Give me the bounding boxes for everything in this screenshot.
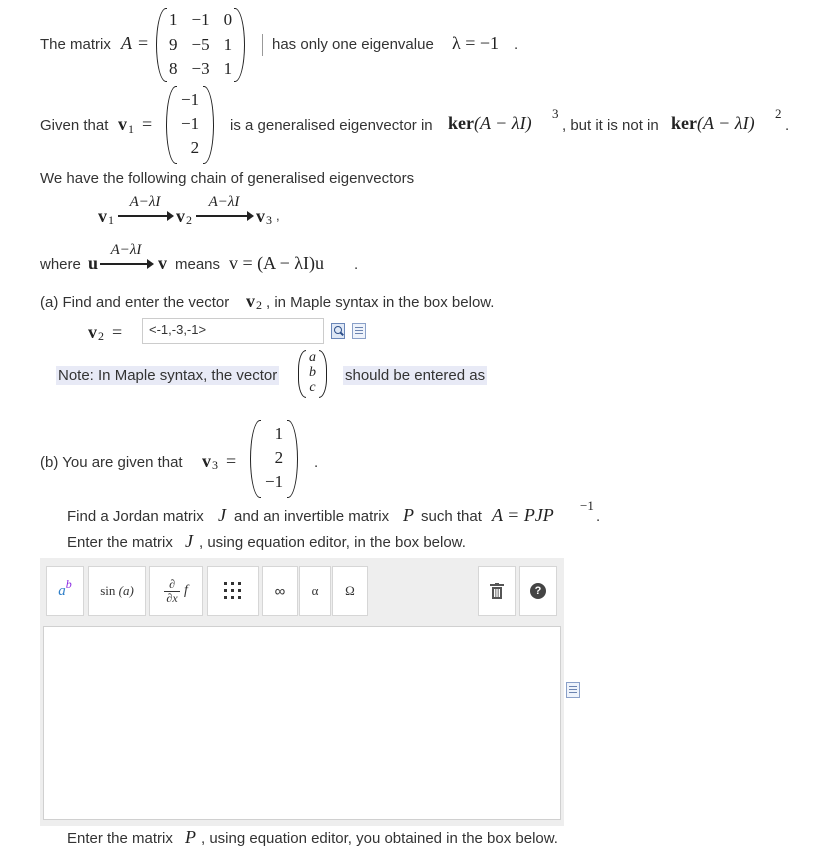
- where-rule: v = (A − λI)u: [229, 253, 325, 273]
- given-period: .: [785, 117, 790, 134]
- ker-cubed: ker(A − λI): [448, 113, 532, 133]
- find-prefix: Find a Jordan matrix: [67, 508, 204, 525]
- enter-j-prefix: Enter the matrix: [67, 534, 173, 551]
- eigenvalue-expression: λ = −1: [452, 33, 500, 53]
- answer-v2-equals: =: [112, 322, 123, 342]
- find-period: .: [596, 508, 601, 525]
- part-a-question: (a) Find and enter the vector: [40, 294, 230, 311]
- matrix-grid-icon: [223, 581, 243, 601]
- sin-arg: (a): [118, 583, 134, 598]
- chain-arrow-1: [118, 194, 172, 217]
- matrix-a-symbol: A: [121, 33, 132, 53]
- note-vector-entry: a: [309, 350, 316, 365]
- where-means: means: [175, 256, 221, 273]
- note-suffix: should be entered as: [345, 367, 486, 384]
- find-p-symbol: P: [403, 505, 414, 525]
- chain-arrow-2-label: A−λI: [208, 194, 240, 210]
- answer-v2-label-sub: 2: [98, 329, 104, 343]
- note-vector-entry: c: [309, 380, 316, 395]
- matrix-a-cell: 1: [223, 59, 233, 79]
- where-period: .: [354, 256, 359, 273]
- power-button[interactable]: [46, 566, 84, 616]
- clear-button[interactable]: [478, 566, 516, 616]
- omega-icon: Ω: [345, 583, 355, 598]
- matrix-a-cell: 9: [169, 34, 178, 54]
- matrix-a-cell: 8: [169, 59, 178, 79]
- note-vector-entry: b: [309, 365, 316, 380]
- greek-lower-button[interactable]: [299, 566, 331, 616]
- enter-p-prefix: Enter the matrix: [67, 830, 173, 847]
- power-exp: b: [65, 576, 72, 591]
- part-b-period: .: [314, 454, 319, 471]
- help-button[interactable]: [519, 566, 557, 616]
- infinity-button[interactable]: [262, 566, 298, 616]
- intro-equals: =: [138, 33, 149, 53]
- vector-v3-entry: 1: [274, 424, 284, 443]
- where-arrow: [100, 242, 152, 265]
- chain-v3-sub: 3: [266, 213, 272, 227]
- intro-prefix: The matrix: [40, 36, 111, 53]
- given-equals: =: [142, 114, 153, 134]
- infinity-icon: ∞: [274, 582, 286, 600]
- given-prefix: Given that: [40, 117, 109, 134]
- vector-v1-entry: −1: [181, 90, 200, 109]
- trash-icon: [490, 583, 504, 599]
- vector-v1-entry: 2: [190, 138, 200, 157]
- note-prefix: Note: In Maple syntax, the vector: [58, 367, 278, 384]
- matrix-button[interactable]: [207, 566, 259, 616]
- note-vector: [298, 350, 327, 398]
- matrix-a: [156, 8, 245, 82]
- chain-v1-sub: 1: [108, 213, 114, 227]
- derivative-button[interactable]: [149, 566, 203, 616]
- chain-v2-sub: 2: [186, 213, 192, 227]
- v1-subscript: 1: [128, 122, 134, 136]
- matrix-a-cell: 1: [223, 34, 233, 54]
- greek-upper-button[interactable]: [332, 566, 368, 616]
- enter-j-suffix: , using equation editor, in the box below.: [199, 534, 466, 551]
- sin-label: sin: [100, 583, 116, 598]
- decomposition: A = PJP: [492, 505, 554, 525]
- part-b-v3-sub: 3: [212, 458, 218, 472]
- intro-period: .: [514, 36, 519, 53]
- decomposition-exponent: −1: [580, 498, 594, 513]
- find-j-symbol: J: [218, 505, 226, 525]
- power-base: a: [58, 582, 66, 599]
- where-prefix: where: [40, 256, 81, 273]
- chain-v1: v: [98, 206, 107, 226]
- where-v: v: [158, 253, 167, 273]
- j-matrix-editor-area[interactable]: [43, 626, 561, 820]
- help-icon: ?: [530, 583, 546, 599]
- chain-arrow-1-label: A−λI: [129, 194, 161, 210]
- ker2-exponent: 2: [775, 106, 782, 121]
- answer-v2-label: v: [88, 322, 97, 342]
- alpha-icon: α: [311, 583, 319, 598]
- enter-j-symbol: J: [185, 531, 193, 551]
- ker3-exponent: 3: [552, 106, 559, 121]
- part-b-equals: =: [226, 451, 237, 471]
- deriv-top: ∂: [169, 576, 176, 591]
- enter-p-symbol: P: [185, 827, 196, 847]
- v1-symbol: v: [118, 114, 127, 134]
- matrix-a-cell: 1: [169, 10, 178, 29]
- matrix-a-cell: 0: [223, 10, 233, 29]
- matrix-a-cell: −5: [191, 34, 210, 54]
- vector-v1: [166, 86, 214, 164]
- where-arrow-label: A−λI: [110, 242, 142, 258]
- chain-intro: We have the following chain of generalised eigenvectors: [40, 170, 415, 187]
- deriv-f: f: [184, 583, 188, 598]
- where-u: u: [88, 253, 99, 273]
- part-b-v3-symbol: v: [202, 451, 211, 471]
- given-comma-but: , but it is not in: [562, 117, 659, 134]
- vector-v1-entry: −1: [181, 114, 200, 133]
- deriv-bottom: ∂x: [166, 590, 178, 605]
- chain-trailing-comma: ,: [276, 208, 280, 223]
- part-a-question-tail: , in Maple syntax in the box below.: [266, 294, 495, 311]
- editor-syntax-icon[interactable]: [566, 682, 580, 698]
- part-b-given: (b) You are given that: [40, 454, 183, 471]
- given-middle: is a generalised eigenvector in: [230, 117, 433, 134]
- intro-suffix: has only one eigenvalue: [272, 36, 434, 53]
- chain-arrow-2: [196, 194, 252, 217]
- v2-answer-input[interactable]: <-1,-3,-1>: [142, 318, 324, 344]
- vector-v3-entry: −1: [265, 472, 284, 491]
- find-mid: and an invertible matrix: [234, 508, 390, 525]
- vector-v3: [250, 420, 298, 498]
- preview-icon[interactable]: [331, 323, 345, 339]
- ker-squared: ker(A − λI): [671, 113, 755, 133]
- matrix-a-cell: −3: [191, 59, 210, 79]
- syntax-help-icon[interactable]: [352, 323, 366, 339]
- vector-v3-entry: 2: [274, 448, 284, 467]
- chain-v3: v: [256, 206, 265, 226]
- chain-v2: v: [176, 206, 185, 226]
- enter-p-suffix: , using equation editor, you obtained in the box below.: [201, 830, 558, 847]
- function-button[interactable]: [88, 566, 146, 616]
- part-a-v2-sub: 2: [256, 298, 262, 312]
- matrix-a-cell: −1: [191, 10, 210, 29]
- part-a-v2-symbol: v: [246, 291, 255, 311]
- find-suffix: such that: [421, 508, 482, 525]
